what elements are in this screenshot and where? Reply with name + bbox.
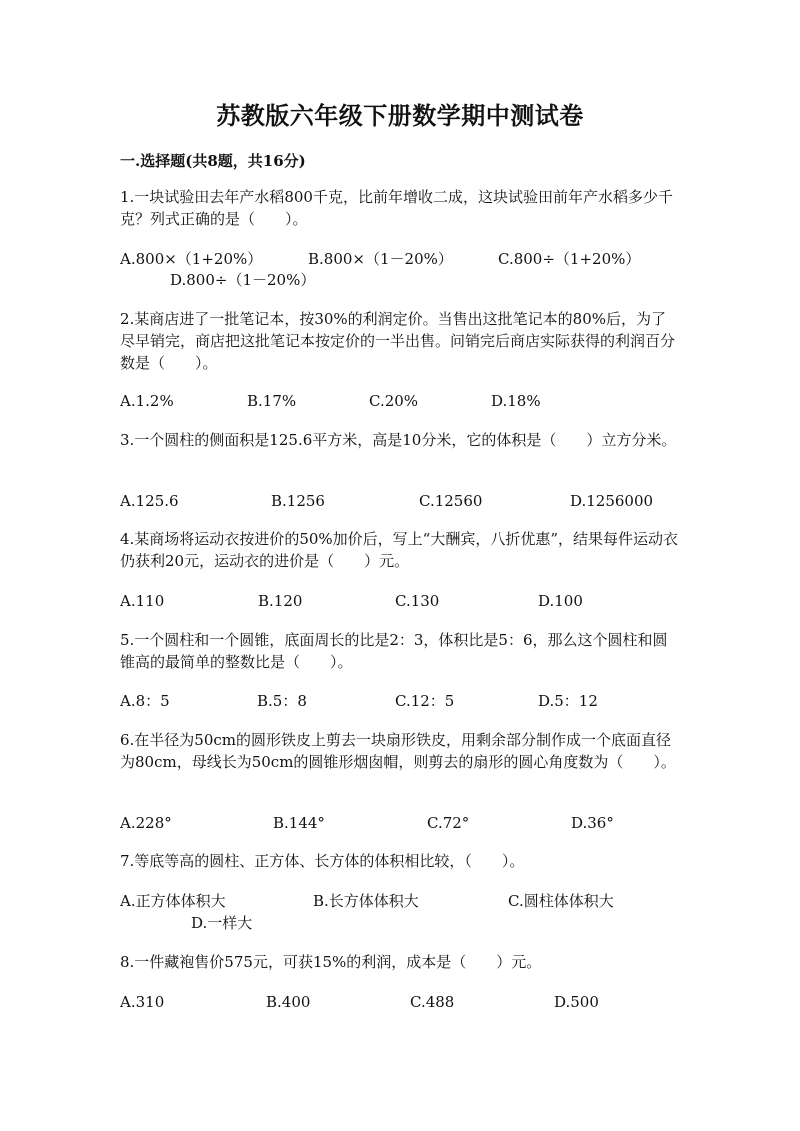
section-heading: 一.选择题(共8题，共16分) (120, 152, 306, 170)
option-a: A.正方体体积大 (120, 892, 226, 910)
option-c: C.130 (395, 592, 440, 610)
option-a: A.110 (120, 592, 165, 610)
option-d: D.100 (538, 592, 583, 610)
option-b: B.400 (266, 993, 311, 1011)
option-d: D.5：12 (538, 692, 598, 710)
option-a: A.228° (120, 814, 172, 832)
option-c: C.20% (369, 392, 419, 410)
option-c: C.圆柱体体积大 (508, 892, 614, 910)
option-d: D.一样大 (191, 914, 253, 932)
option-b: B.144° (273, 814, 325, 832)
option-a: A.800×（1+20%） (120, 250, 263, 268)
question-7: 7.等底等高的圆柱、正方体、长方体的体积相比较，（ ）。 (120, 852, 525, 870)
question-6: 6.在半径为50cm的圆形铁皮上剪去一块扇形铁皮，用剩余部分制作成一个底面直径为80cm，母线长为50cm的圆锥形烟囱帽，则剪去的扇形的圆心角度数为（ ）。 (120, 731, 676, 771)
option-a: A.310 (120, 993, 165, 1011)
option-b: B.17% (247, 392, 297, 410)
question-1-options (120, 248, 680, 296)
question-8-options (120, 991, 680, 1039)
option-d: D.1256000 (570, 492, 654, 510)
option-c: C.12560 (419, 492, 483, 510)
option-c: C.488 (410, 993, 455, 1011)
option-a: A.8：5 (120, 692, 170, 710)
question-2: 2.某商店进了一批笔记本，按30%的利润定价。当售出这批笔记本的80%后，为了尽早销完，商店把这批笔记本按定价的一半出售。问销完后商店实际获得的利润百分数是（ ）。 (120, 310, 676, 372)
question-4: 4.某商场将运动衣按进价的50%加价后，写上“大酬宾，八折优惠”，结果每件运动衣仍获利20元，运动衣的进价是（ ）元。 (120, 530, 678, 570)
option-a: A.125.6 (120, 492, 179, 510)
option-b: B.5：8 (257, 692, 307, 710)
option-b: B.长方体体积大 (313, 892, 419, 910)
option-c: C.72° (427, 814, 470, 832)
question-8: 8.一件藏袍售价575元，可获15%的利润，成本是（ ）元。 (120, 953, 542, 971)
option-c: C.800÷（1+20%） (498, 250, 641, 268)
question-1: 1.一块试验田去年产水稻800千克，比前年增收二成，这块试验田前年产水稻多少千克？列式正确的是（ ）。 (120, 188, 673, 228)
option-b: B.120 (258, 592, 303, 610)
page-title: 苏教版六年级下册数学期中测试卷 (216, 101, 584, 130)
question-7-options (120, 890, 680, 938)
option-d: D.500 (554, 993, 599, 1011)
option-b: B.800×（1－20%） (308, 250, 453, 268)
question-5: 5.一个圆柱和一个圆锥，底面周长的比是2：3，体积比是5：6，那么这个圆柱和圆锥高的最简单的整数比是（ ）。 (120, 631, 668, 671)
option-d: D.36° (571, 814, 614, 832)
option-b: B.1256 (271, 492, 325, 510)
option-c: C.12：5 (395, 692, 455, 710)
option-d: D.18% (491, 392, 541, 410)
question-3: 3.一个圆柱的侧面积是125.6平方米，高是10分米，它的体积是（ ）立方分米。 (120, 431, 677, 449)
option-a: A.1.2% (120, 392, 174, 410)
option-d: D.800÷（1－20%） (170, 271, 316, 289)
